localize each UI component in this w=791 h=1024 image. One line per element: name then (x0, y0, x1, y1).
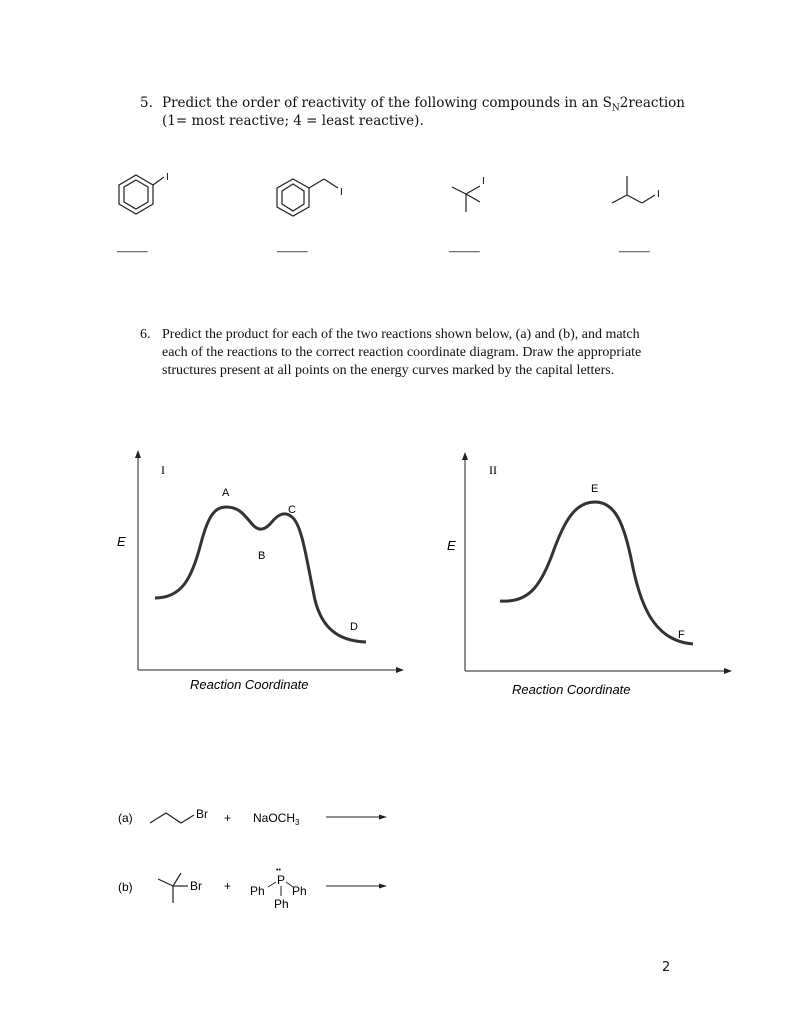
question-6-line-3: structures present at all points on the energy curves marked by the capital letters. (162, 363, 615, 378)
point-E-label: E (591, 483, 599, 495)
phenyl-bottom: Ph (274, 897, 289, 911)
tert-butyl-bromide-structure (158, 873, 188, 903)
reactions (0, 790, 791, 930)
iodobenzene-structure (119, 175, 164, 214)
point-A-label: A (222, 487, 230, 499)
reaction-coordinate-diagrams (0, 445, 791, 705)
question-6-line-2: each of the reactions to the correct reaction coordinate diagram. Draw the appropriate (162, 345, 642, 360)
tert-butyl-iodide-structure (452, 186, 480, 212)
question-5-subscript: N (611, 103, 620, 114)
question-6-line-1: Predict the product for each of the two reactions shown below, (a) and (b), and match (162, 327, 640, 342)
page-number: 2 (662, 960, 671, 975)
triphenylphosphine (250, 867, 307, 911)
question-5-line-1-prefix: Predict the order of reactivity of the following compounds in an S (162, 95, 612, 111)
question-5-line-2: (1= most reactive; 4 = least reactive). (162, 113, 424, 129)
phenyl-right: Ph (292, 884, 307, 898)
diagram-II-energy-curve (500, 502, 693, 644)
diagram-II-y-label: E (447, 538, 456, 553)
reaction-a (118, 807, 387, 827)
reaction-b-bromine: Br (190, 879, 202, 893)
phenyl-left: Ph (250, 884, 265, 898)
point-F-label: F (678, 629, 685, 641)
reaction-a-reagent (253, 811, 300, 827)
reaction-a-bromine: Br (196, 807, 208, 821)
point-D-label: D (350, 621, 358, 633)
question-5-line-1-suffix: 2reaction (619, 95, 686, 111)
point-C-label: C (288, 504, 296, 516)
question-5-number: 5. (140, 95, 153, 111)
diagram-II-y-arrowhead (462, 452, 468, 460)
diagram-I-y-label: E (117, 534, 126, 549)
reaction-b-label: (b) (118, 880, 133, 894)
isobutyl-iodide-structure (612, 176, 655, 203)
reaction-b-arrowhead (379, 884, 387, 889)
reaction-a-arrowhead (379, 815, 387, 820)
phosphorus-atom: P (277, 873, 286, 887)
compound-3-iodine: I (482, 176, 485, 187)
reaction-a-label: (a) (118, 811, 133, 825)
n-propyl-chain (150, 813, 194, 823)
reaction-a-plus: + (224, 811, 232, 825)
reaction-b (118, 867, 387, 911)
question-6-text (162, 326, 702, 380)
question-6-number: 6. (140, 327, 151, 342)
benzyl-iodide-structure (277, 179, 338, 216)
phosphorus-lone-pair: •• (276, 867, 281, 874)
reaction-a-reagent-main: NaOCH (253, 811, 296, 825)
diagram-I-x-label: Reaction Coordinate (190, 677, 309, 692)
point-B-label: B (258, 550, 266, 562)
diagram-I-energy-curve (155, 507, 366, 642)
compound-1-blank[interactable]: _____ (117, 241, 148, 253)
diagram-II-x-label: Reaction Coordinate (512, 682, 631, 697)
reaction-b-plus: + (224, 879, 232, 893)
diagram-I-label: I (161, 463, 165, 477)
diagram-I-x-arrowhead (396, 667, 404, 673)
compound-4-iodine: I (657, 189, 660, 200)
compound-3-blank[interactable]: _____ (449, 241, 480, 253)
diagram-II-x-arrowhead (724, 668, 732, 674)
reaction-a-reagent-sub: 3 (295, 818, 300, 827)
diagram-II-label: II (489, 463, 497, 477)
diagram-I (117, 450, 404, 692)
diagram-I-y-arrowhead (135, 450, 141, 458)
compound-2-iodine: I (340, 187, 343, 198)
compound-2-blank[interactable]: _____ (277, 241, 308, 253)
compound-1-iodine: I (166, 172, 169, 183)
compound-4-blank[interactable]: _____ (619, 241, 650, 253)
diagram-II (447, 452, 732, 697)
